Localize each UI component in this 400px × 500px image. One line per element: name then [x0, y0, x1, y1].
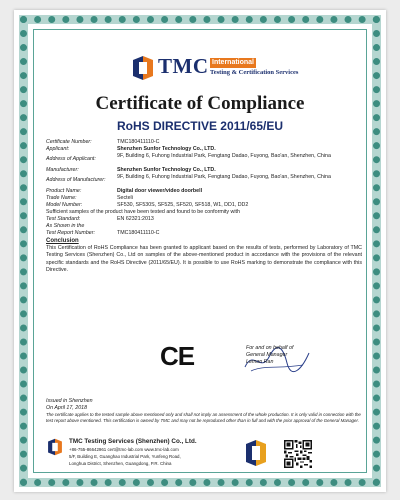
- field-value: TMC180411110-C: [117, 139, 160, 145]
- disclaimer-text: The certificate applies to the tested sample above mentioned only and shall not imply an assessment of the whole production. It is only valid in connection with the test report above mentioned. This certification is owned by TMC and may not be reproduced other than in full and with the prior approval of the General Manager.: [46, 412, 361, 424]
- signatory-name: Lemon Ran: [246, 359, 274, 365]
- footer-company: TMC Testing Services (Shenzhen) Co., Ltd.: [69, 438, 197, 445]
- conclusion-text: This Certification of RoHS Compliance has been granted to applicant based on the results of tests, performed by Laboratory of TMC Testing Services (Shenzhen) Co., Ltd on samples of the above-mentioned product in accordance with the provisions of the relevant specific standards and the RoHS Directive (2011/65/EU). It is possible to use RoHS marking to demonstrate the compliance with this Directive.: [46, 245, 362, 274]
- field-value: TMC180411110-C: [117, 230, 160, 236]
- field-product-name: [46, 188, 362, 195]
- field-label: Address of Applicant:: [46, 156, 96, 162]
- logo-brand-text: TMC: [158, 54, 209, 78]
- logo-tagline: Testing & Certification Services: [210, 69, 299, 76]
- field-label: Certificate Number:: [46, 139, 92, 145]
- field-test-report: [46, 230, 362, 237]
- field-value: Shenzhen Sunfor Technology Co., LTD.: [117, 167, 216, 173]
- footer-address-line-1: 5/F, Building E, Guanghao Industrial Park, Yunfeng Road,: [69, 454, 181, 459]
- field-value: 9F, Building 6, Fuhong Industrial Park, Fengtang Dadao, Fuyong, Bao'an, Shenzhen, China: [117, 153, 331, 159]
- footer-brand-mark-icon: [244, 440, 268, 466]
- certificate-page: [14, 10, 386, 492]
- issued-date: On April 17, 2018: [46, 405, 88, 411]
- signature-title: General Manager: [246, 352, 288, 358]
- field-label: Address of Manufacturer:: [46, 177, 106, 183]
- field-value: Digital door viewer/video doorbell: [117, 188, 203, 194]
- certificate-title: Certificate of Compliance: [95, 93, 305, 114]
- tmc-logo-icon: [130, 56, 156, 80]
- field-model-number: [46, 202, 362, 209]
- signature-block: [246, 345, 356, 366]
- field-label: Test Standard:: [46, 216, 81, 222]
- issued-place: Issued in Shenzhen: [46, 398, 93, 404]
- field-test-standard: [46, 216, 362, 223]
- field-trade-name: [46, 195, 362, 202]
- field-label: Test Report Number:: [46, 230, 95, 236]
- footer-address-line-2: Longhua District, Shenzhen, Guangdong, P.R. China: [69, 461, 172, 466]
- field-value: EN 62321:2013: [117, 216, 154, 222]
- field-value: 9F, Building 6, Fuhong Industrial Park, Fengtang Dadao, Fuyong, Bao'an, Shenzhen, China: [117, 174, 331, 180]
- field-label: Model Number:: [46, 202, 83, 208]
- field-value: Secteli: [117, 195, 133, 201]
- directive-subtitle: RoHS DIRECTIVE 2011/65/EU: [116, 119, 284, 133]
- signature-line-1: For and on behalf of: [246, 345, 294, 351]
- ce-mark: CE: [160, 341, 195, 371]
- footer-logo-icon: [46, 438, 64, 456]
- field-value: SF530, SF530S, SF525, SF520, SF518, W1, DD1, DD2: [117, 202, 249, 208]
- tmc-logo: [130, 54, 299, 84]
- field-manufacturer: [46, 167, 362, 174]
- field-label: Applicant:: [46, 146, 70, 152]
- qr-code-icon: [284, 440, 312, 468]
- field-address-applicant: [46, 153, 362, 167]
- field-label: Manufacturer:: [46, 167, 79, 173]
- footer: [46, 436, 362, 478]
- field-applicant: [46, 146, 362, 153]
- as-shown-note: As Shown in the: [46, 223, 85, 229]
- footer-contact: +86-755-86642961 cert@tmc-lab.com www.tmc-lab.com: [69, 447, 179, 452]
- field-address-manufacturer: [46, 174, 362, 188]
- certificate-content: [38, 32, 362, 472]
- field-value: Shenzhen Sunfor Technology Co., LTD.: [117, 146, 216, 152]
- conclusion-heading: Conclusion: [46, 238, 79, 244]
- field-label: Trade Name:: [46, 195, 77, 201]
- field-label: Product Name:: [46, 188, 82, 194]
- field-certificate-number: [46, 139, 362, 146]
- logo-international-badge: International: [212, 59, 255, 66]
- certificate-fields: [46, 139, 362, 275]
- issue-info: [46, 398, 93, 412]
- samples-note: Sufficient samples of the product have been tested and found to be conformity with: [46, 209, 240, 215]
